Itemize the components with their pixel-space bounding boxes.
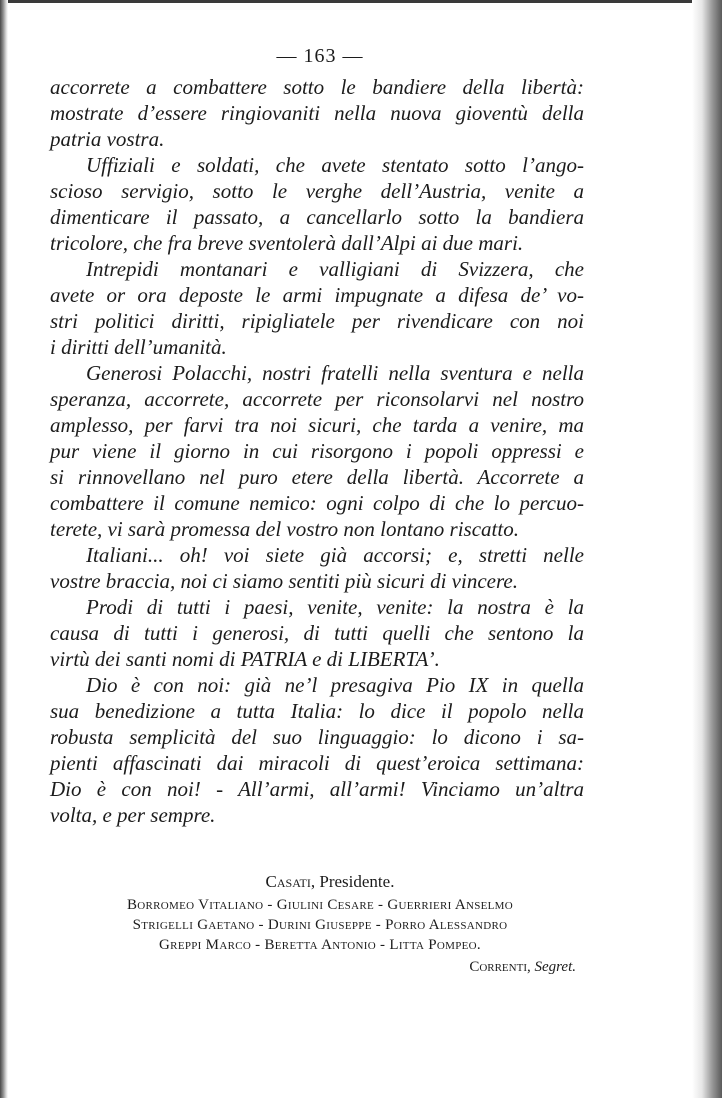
paragraph (50, 256, 584, 360)
members-line: Strigelli Gaetano - Durini Giuseppe - Porro Alessandro (132, 917, 508, 933)
text-line: Dio è con noi! - All’armi, all’armi! Vinciamo un’altra (50, 777, 584, 801)
text-line: volta, e per sempre. (50, 803, 216, 827)
text-line: dimenticare il passato, a cancellarlo sotto la bandiera (50, 205, 584, 229)
paragraph (50, 594, 584, 672)
text-line: Uffiziali e soldati, che avete stentato sotto l’ango- (86, 153, 584, 177)
paragraph (50, 542, 584, 594)
members-line: Greppi Marco - Beretta Antonio - Litta Pompeo. (159, 937, 481, 953)
president-signature (50, 872, 590, 892)
text-line: pur viene il giorno in cui risorgono i popoli oppressi e (50, 439, 584, 463)
text-line: Italiani... oh! voi siete già accorsi; e, stretti nelle (86, 543, 584, 567)
text-line: Intrepidi montanari e valligiani di Svizzera, che (86, 257, 584, 281)
text-line: mostrate d’essere ringiovaniti nella nuova gioventù della (50, 101, 584, 125)
paragraph (50, 152, 584, 256)
president-title: Presidente. (319, 872, 395, 891)
text-line: Dio è con noi: già ne’l presagiva Pio IX in quella (86, 673, 584, 697)
text-line: robusta semplicità del suo linguaggio: lo dicono i sa- (50, 725, 584, 749)
paragraph (50, 360, 584, 542)
secretary-name: Correnti, (469, 959, 531, 975)
secretary-signature (50, 957, 590, 977)
book-page (50, 0, 590, 1098)
page-number: — 163 — (276, 45, 364, 67)
text-line: amplesso, per farvi tra noi sicuri, che tarda a venire, ma (50, 413, 584, 437)
text-line: Generosi Polacchi, nostri fratelli nella sventura e nella (86, 361, 584, 385)
text-line: Prodi di tutti i paesi, venite, venite: la nostra è la (86, 595, 584, 619)
scan-left-edge (0, 0, 8, 1098)
text-line: pienti affascinati dai miracoli di quest’eroica settimana: (50, 751, 584, 775)
text-line: scioso servigio, sotto le verghe dell’Austria, venite a (50, 179, 584, 203)
paragraph (50, 672, 584, 828)
text-line: tricolore, che fra breve sventolerà dall’Alpi ai due mari. (50, 231, 524, 255)
president-name: Casati, (265, 872, 316, 891)
text-line: accorrete a combattere sotto le bandiere della libertà: (50, 75, 584, 99)
text-line: sua benedizione a tutta Italia: lo dice il popolo nella (50, 699, 584, 723)
text-line: speranza, accorrete, accorrete per riconsolarvi nel nostro (50, 387, 584, 411)
text-line: stri politici diritti, ripigliatele per rivendicare con noi (50, 309, 584, 333)
text-line: causa di tutti i generosi, di tutti quelli che sentono la (50, 621, 584, 645)
text-line: avete or ora deposte le armi impugnate a difesa de’ vo- (50, 283, 584, 307)
signature-block (50, 872, 590, 977)
members-line: Borromeo Vitaliano - Giulini Cesare - Guerrieri Anselmo (126, 897, 514, 913)
text-line: i diritti dell’umanità. (50, 335, 227, 359)
text-line: si rinnovellano nel puro etere della libertà. Accorrete a (50, 465, 584, 489)
secretary-title: Segret. (534, 959, 576, 975)
paragraph (50, 74, 584, 152)
text-line: patria vostra. (50, 127, 165, 151)
text-line: virtù dei santi nomi di PATRIA e di LIBERTA’. (50, 647, 440, 671)
text-line: combattere il comune nemico: ogni colpo di che lo percuo- (50, 491, 584, 515)
proclamation-text (50, 74, 584, 828)
scan-right-edge (692, 0, 722, 1098)
text-line: terete, vi sarà promessa del vostro non lontano riscatto. (50, 517, 519, 541)
text-line: vostre braccia, noi ci siamo sentiti più sicuri di vincere. (50, 569, 518, 593)
